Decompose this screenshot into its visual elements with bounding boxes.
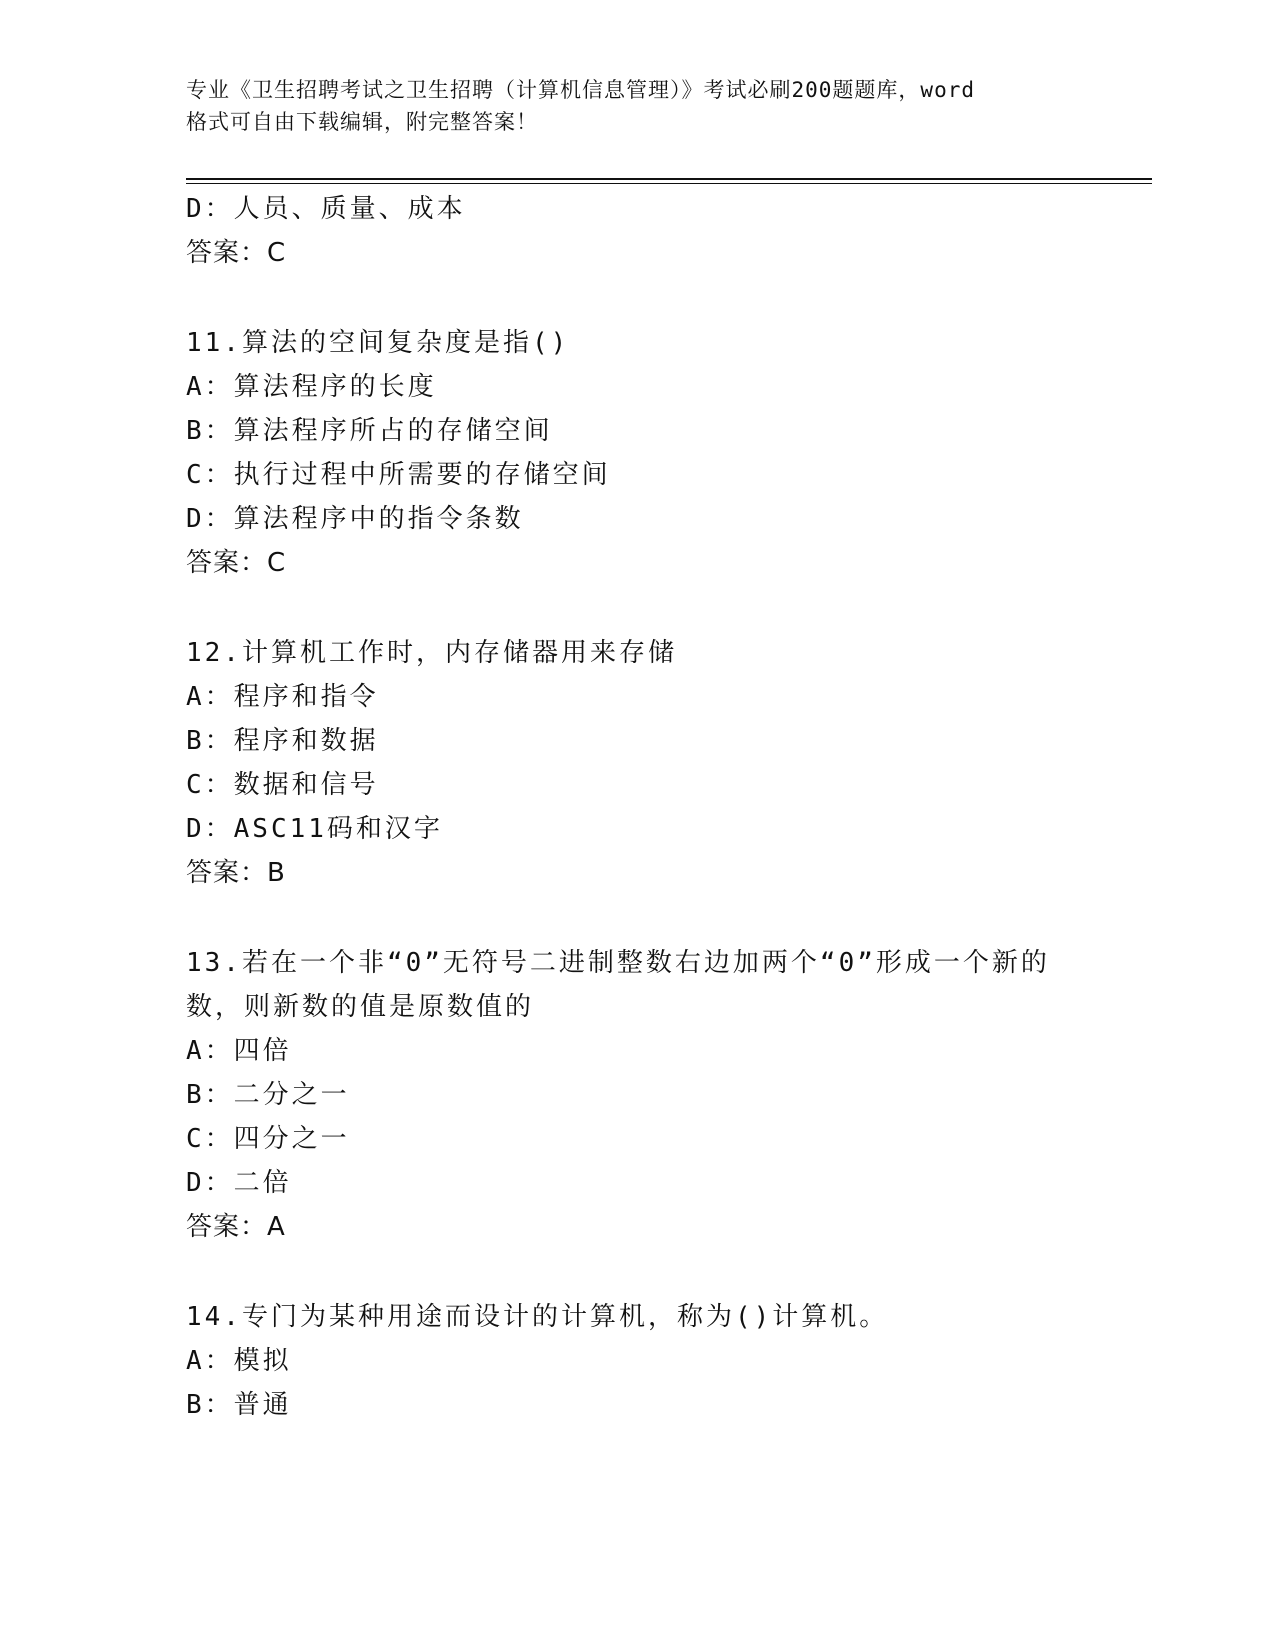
header-line-2: 格式可自由下载编辑，附完整答案！	[186, 110, 538, 134]
q11-answer: 答案：C	[186, 548, 287, 578]
q14-option-b: B：普通	[186, 1390, 292, 1420]
q13-stem-line-1: 13.若在一个非“0”无符号二进制整数右边加两个“0”形成一个新的	[186, 948, 1050, 978]
q13-option-a: A：四倍	[186, 1036, 292, 1066]
q11-option-b: B：算法程序所占的存储空间	[186, 416, 553, 446]
q13-stem-line-2: 数，则新数的值是原数值的	[186, 992, 535, 1022]
q12-answer: 答案：B	[186, 858, 286, 888]
q14-stem: 14.专门为某种用途而设计的计算机，称为()计算机。	[186, 1302, 889, 1332]
q11-option-a: A：算法程序的长度	[186, 372, 437, 402]
q11-option-c: C：执行过程中所需要的存储空间	[186, 460, 611, 490]
q13-option-b: B：二分之一	[186, 1080, 350, 1110]
q10-option-d: D：人员、质量、成本	[186, 194, 466, 224]
q10-answer: 答案：C	[186, 238, 287, 268]
q12-option-b: B：程序和数据	[186, 726, 379, 756]
document-header	[186, 74, 1086, 138]
q13-option-c: C：四分之一	[186, 1124, 350, 1154]
q14-option-a: A：模拟	[186, 1346, 292, 1376]
header-divider-thin	[186, 183, 1152, 184]
q13-option-d: D：二倍	[186, 1168, 292, 1198]
header-line-1: 专业《卫生招聘考试之卫生招聘（计算机信息管理）》考试必刷200题题库，word	[186, 78, 975, 102]
q11-option-d: D：算法程序中的指令条数	[186, 504, 524, 534]
q12-stem: 12.计算机工作时，内存储器用来存储	[186, 638, 677, 668]
header-divider-thick	[186, 178, 1152, 180]
q12-option-d: D：ASC11码和汉字	[186, 814, 443, 844]
q11-stem: 11.算法的空间复杂度是指()	[186, 328, 570, 358]
q12-option-c: C：数据和信号	[186, 770, 379, 800]
q12-option-a: A：程序和指令	[186, 682, 379, 712]
q13-answer: 答案：A	[186, 1212, 286, 1242]
